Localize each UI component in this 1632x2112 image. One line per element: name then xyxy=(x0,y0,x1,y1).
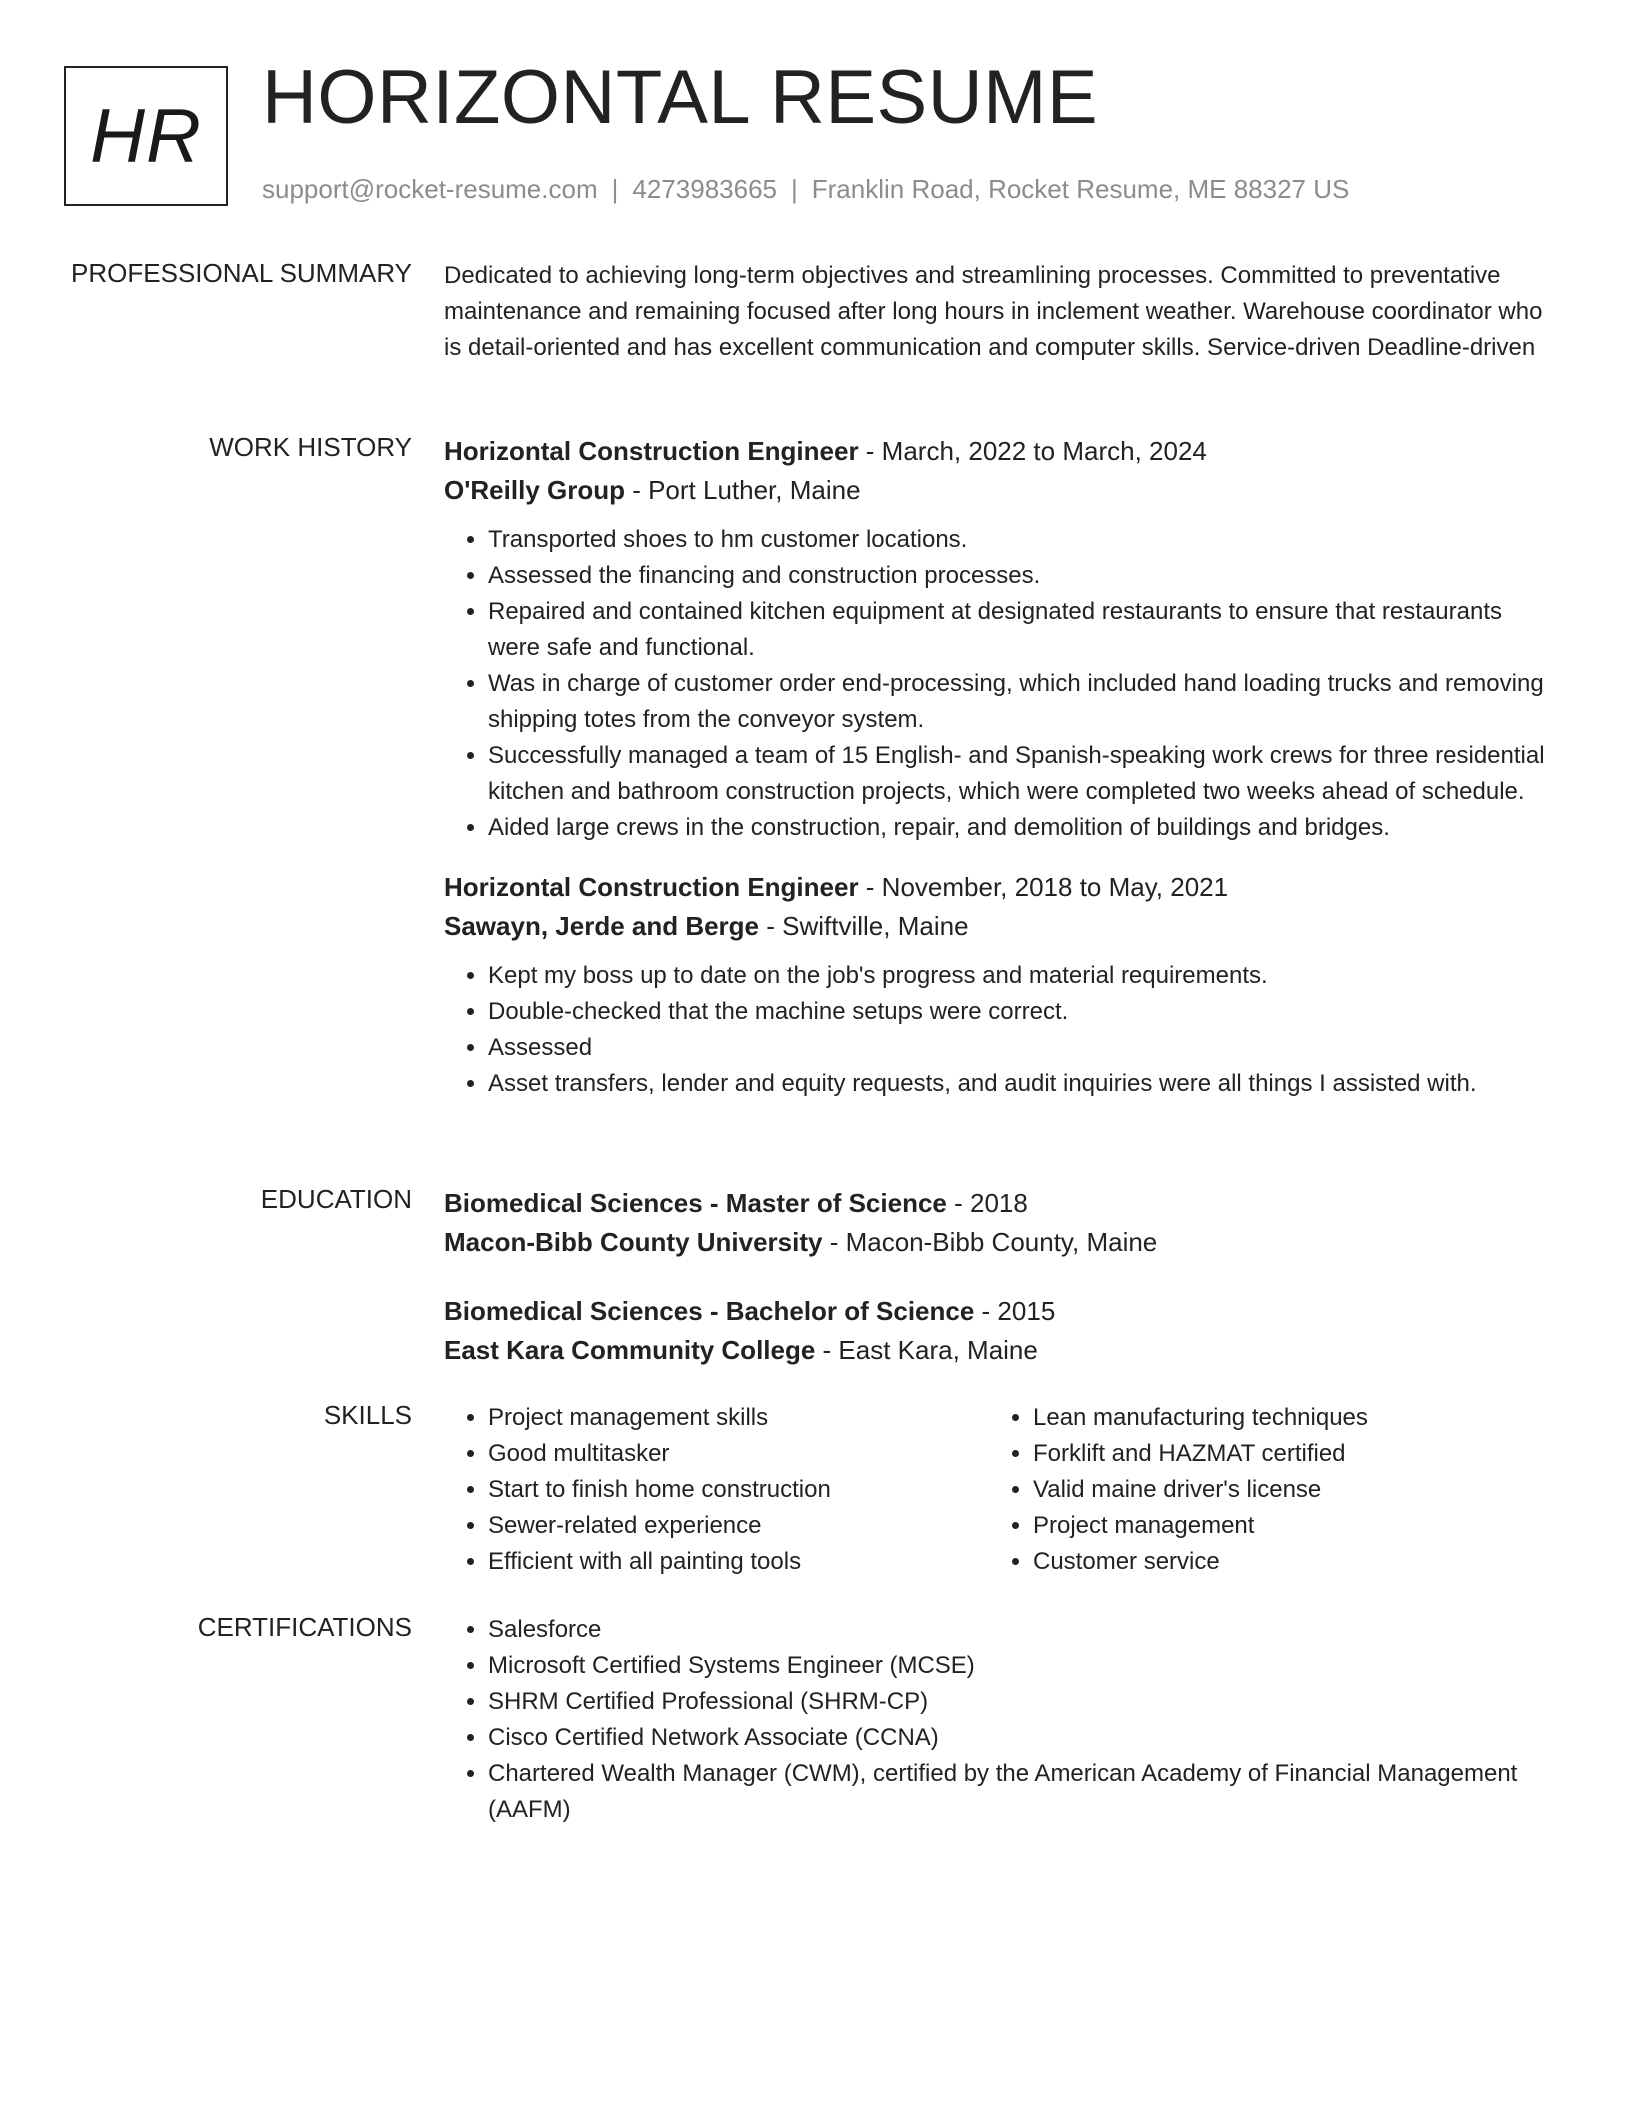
summary-text: Dedicated to achieving long-term objectives and streamlining processes. Committed to preventative maintenance and remaining focused after long hours in inclement weather. Warehouse coordinator who is detail-oriented and has excellent communication and computer skills. Service-driven Deadline-driven xyxy=(444,262,1543,361)
certification-item: • Salesforce xyxy=(488,1612,1554,1648)
job-company-line xyxy=(444,907,1554,946)
job-company: O'Reilly Group xyxy=(444,475,625,505)
work-history-body xyxy=(444,432,1554,1102)
job-dates: - November, 2018 to May, 2021 xyxy=(858,872,1229,902)
contact-address: Franklin Road, Rocket Resume, ME 88327 US xyxy=(811,174,1350,204)
skills-heading: SKILLS xyxy=(323,1400,412,1430)
degree-line xyxy=(444,1184,1554,1223)
job-bullets xyxy=(444,958,1554,1102)
job-title-line xyxy=(444,432,1554,471)
education-entry xyxy=(444,1184,1554,1262)
certification-item: • Cisco Certified Network Associate (CCNA) xyxy=(488,1720,1554,1756)
certifications-heading: CERTIFICATIONS xyxy=(197,1612,412,1642)
skill-item: • Valid maine driver's license xyxy=(1033,1472,1534,1508)
degree-name: Biomedical Sciences - Master of Science xyxy=(444,1188,947,1218)
job-bullets xyxy=(444,522,1554,846)
skill-item: • Sewer-related experience xyxy=(488,1508,989,1544)
job-bullet: • Double-checked that the machine setups were correct. xyxy=(488,994,1554,1030)
monogram-box xyxy=(64,66,228,206)
skill-item: • Customer service xyxy=(1033,1544,1534,1580)
job-bullet: • Successfully managed a team of 15 English- and Spanish-speaking work crews for three residential kitchen and bathroom construction projects, which were completed two weeks ahead of schedule. xyxy=(488,738,1554,810)
job-entry xyxy=(444,432,1554,846)
certifications-list xyxy=(444,1612,1554,1828)
skills-body xyxy=(444,1400,1554,1580)
contact-email[interactable]: support@rocket-resume.com xyxy=(262,174,598,204)
education-entry xyxy=(444,1292,1554,1370)
summary-body xyxy=(444,258,1554,366)
job-bullet: • Aided large crews in the construction, repair, and demolition of buildings and bridges. xyxy=(488,810,1554,846)
education-body xyxy=(444,1184,1554,1370)
job-entry xyxy=(444,868,1554,1102)
school-line xyxy=(444,1331,1554,1370)
skill-item: • Efficient with all painting tools xyxy=(488,1544,989,1580)
job-company-line xyxy=(444,471,1554,510)
skills-list-right xyxy=(989,1400,1534,1580)
school-name: East Kara Community College xyxy=(444,1335,816,1365)
skill-item: • Project management xyxy=(1033,1508,1534,1544)
school-line xyxy=(444,1223,1554,1262)
school-location: - Macon-Bibb County, Maine xyxy=(822,1227,1158,1257)
job-bullet: • Assessed xyxy=(488,1030,1554,1066)
degree-year: - 2018 xyxy=(946,1188,1028,1218)
job-bullet: • Kept my boss up to date on the job's progress and material requirements. xyxy=(488,958,1554,994)
skill-item: • Forklift and HAZMAT certified xyxy=(1033,1436,1534,1472)
skill-item: • Lean manufacturing techniques xyxy=(1033,1400,1534,1436)
job-dates: - March, 2022 to March, 2024 xyxy=(858,436,1207,466)
job-company: Sawayn, Jerde and Berge xyxy=(444,911,760,941)
job-bullet: • Asset transfers, lender and equity requests, and audit inquiries were all things I assisted with. xyxy=(488,1066,1554,1102)
job-bullet: • Repaired and contained kitchen equipment at designated restaurants to ensure that restaurants were safe and functional. xyxy=(488,594,1554,666)
degree-line xyxy=(444,1292,1554,1331)
resume-name: HORIZONTAL RESUME xyxy=(262,55,1099,140)
degree-year: - 2015 xyxy=(974,1296,1056,1326)
job-location: - Swiftville, Maine xyxy=(759,911,969,941)
contact-separator: | xyxy=(791,174,798,204)
contact-line xyxy=(262,174,1349,205)
job-bullet: • Transported shoes to hm customer locations. xyxy=(488,522,1554,558)
monogram-initials: HR xyxy=(90,93,202,179)
certification-item: • SHRM Certified Professional (SHRM-CP) xyxy=(488,1684,1554,1720)
school-name: Macon-Bibb County University xyxy=(444,1227,823,1257)
job-bullet: • Was in charge of customer order end-processing, which included hand loading trucks and removing shipping totes from the conveyor system. xyxy=(488,666,1554,738)
skill-item: • Project management skills xyxy=(488,1400,989,1436)
job-title-line xyxy=(444,868,1554,907)
job-location: - Port Luther, Maine xyxy=(624,475,861,505)
school-location: - East Kara, Maine xyxy=(815,1335,1038,1365)
job-bullet: • Assessed the financing and construction processes. xyxy=(488,558,1554,594)
education-heading: EDUCATION xyxy=(260,1184,412,1214)
skill-item: • Start to finish home construction xyxy=(488,1472,989,1508)
skill-item: • Good multitasker xyxy=(488,1436,989,1472)
certification-item: • Chartered Wealth Manager (CWM), certified by the American Academy of Financial Management (AAFM) xyxy=(488,1756,1554,1828)
work-history-heading: WORK HISTORY xyxy=(209,432,412,462)
summary-heading: PROFESSIONAL SUMMARY xyxy=(71,258,412,288)
contact-separator: | xyxy=(611,174,619,204)
skills-columns xyxy=(444,1400,1554,1580)
certifications-body xyxy=(444,1612,1554,1828)
degree-name: Biomedical Sciences - Bachelor of Science xyxy=(444,1296,975,1326)
contact-phone[interactable]: 4273983665 xyxy=(632,174,777,204)
job-title: Horizontal Construction Engineer xyxy=(444,436,859,466)
skills-list-left xyxy=(444,1400,989,1580)
certification-item: • Microsoft Certified Systems Engineer (MCSE) xyxy=(488,1648,1554,1684)
job-title: Horizontal Construction Engineer xyxy=(444,872,859,902)
